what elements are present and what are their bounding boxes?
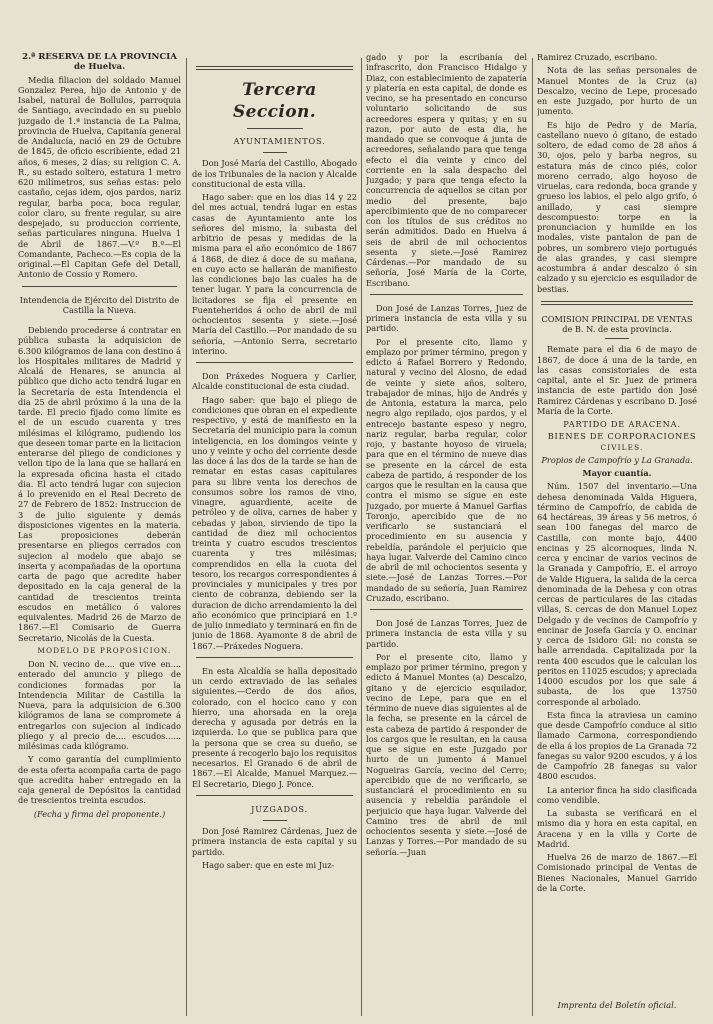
lanzas-2-notice-cont: Ramirez Cruzado, escribano. (537, 52, 658, 62)
propios-heading: Propios de Campofrío y La Granada. (541, 454, 693, 465)
intendencia-heading: Intendencia de Ejército del Distrito de Castilla la Nueva. (19, 294, 180, 315)
montes-intro: Nota de las señas personales de Manuel Montes de la Cruz (a) Descalzo, vecino de Lepe, procesado en este Juzgado, por hurto de un jumento. (537, 65, 697, 117)
cardenas-notice-start: Hago saber: que en este mi Juz- (202, 859, 335, 870)
column-3 (366, 52, 527, 1018)
reserva-heading: 2.ª RESERVA DE LA PROVINCIA de Huelva. (22, 52, 177, 73)
divider (196, 657, 353, 658)
montes-description: Es hijo de Pedro y de María, castellano nuevo ó gitano, de estado soltero, de edad como de 28 años á 30, ojos, pelo y barba negros, su estatura más de cinco piés, color moreno cerrado, algo hoyoso de viruelas, cara redonda, boca grande y grueso los labios, el pelo algo grifo, ó anillado, y casi siempre descompuesto: torpe en la pronunciacion y humilde en los modales, viste pantalon de pan de pobres, un sombrero viejo portugués de alas grandes, y casi siempre acostumbra á andar descalzo ó sin calzado y su ejercicio es esquilador de bestias. (537, 119, 697, 294)
noguera-notice: Hago saber: que bajo el pliego de condiciones que obran en el expediente respectivo, y está de manifiesto en la Secretaría del municipio para la comun inteligencia, en los domingos veinte y uno y veinte y ocho del corriente desde las doce á las dos de la tarde se han de rematar en estas casas capitulares para su libre venta los derechos de consumos sobre los ramos de vino, vinagre, aguardiente, aceite de petróleo y de oliva, carnes de haber y cebadas y jabon, sirviendo de tipo la cantidad de diez mil ochocientos treinta y cuatro escudos trescientos cuarenta y tres milésimas; comprendidos en ella la cuota del tesoro, los recargos correspondientes á provinciales y municipales y tres por ciento de cobranza, debiendo ser la duracion de dicho arrendamiento la del año económico que principiará en 1.º de julio inmediato y terminará en fin de junio de 1868. Ayamonte 8 de abril de 1867.—Práxedes Noguera. (192, 394, 357, 651)
lanzas-2-notice: Por el presente cito, llamo y emplazo por primer término, pregon y edicto á Manuel Montes (a) Descalzo, gitano y de ejercicio esquilador, vecino de Lepe, para que en el término de nueve dias siguientes al de la fecha, se presente en la cárcel de esta cabeza de partido á responder de los cargos que le resultan, en la causa que se sigue en este Juzgado por hurto de un jumento á Manuel Nogueiras García, vecino del Cerro; apercibido que de no verificarlo, se sustanciará el procedimiento en su ausencia y rebeldía parándole el perjuicio que haya lugar. Valverde del Camino tres de abril de mil ochocientos sesenta y siete.—José de Lanzas y Torres.—Por mandado de su señoría.—Juan (366, 651, 527, 857)
modelo-text: Don N. vecino de.... que vive en.... enterado del anuncio y pliego de condiciones formadas por la Intendencia Militar de Castilla la Nueva, para la adquisicion de 6.300 kilógramos de lana se compromete á entregarlos con sujecion al indicado pliego y al precio de.... escudos...... milésimas cada kilógramo. (18, 659, 181, 751)
lanzas-1-intro: Don José de Lanzas Torres, Juez de primera instancia de esta villa y su partido. (366, 302, 527, 334)
divider (263, 820, 287, 821)
column-1 (18, 52, 181, 1018)
finca-subasta: La subasta se verificará en el mismo dia y hora en esta capital, en Aracena y en la villa y Corte de Madrid. (537, 808, 697, 849)
divider (88, 319, 112, 320)
castillo-notice: Hago saber: que en los dias 14 y 22 del mes actual, tendrá lugar en estas casas de Ayuntamiento ante los señores del mismo, la subasta del arbitrio de pesas y medidas de la misma para el año económico de 1867 á 1868, de diez á doce de su mañana, en cuyo acto se hallarán de manifiesto las condiciones bajo las cuales ha de tener lugar. Y para la concurrencia de licitadores se fija el presente en Fuenteheridos á ocho de abril de mil ochocientos sesenta y siete.—José María del Castillo.—Por mandado de su señoría, —Antonio Serra, secretario interino. (192, 192, 357, 356)
ayuntamientos-heading: AYUNTAMIENTOS. (233, 136, 326, 146)
partido-heading: PARTIDO DE ARACENA. (563, 419, 681, 429)
column-rule (532, 58, 533, 1016)
column-2 (192, 52, 357, 1018)
comision-fecha: Huelva 26 de marzo de 1867.—El Comisionado principal de Ventas de Bienes Nacionales, Manuel Garrido de la Corte. (537, 852, 697, 893)
garantia-text: Y como garantía del cumplimiento de esta oferta acompaña carta de pago que acredita haber entregado en la caja general de Depósitos la cantidad de trescientos treinta escudos. (18, 754, 181, 806)
finca-camino: Esta finca la atraviesa un camino que desde Campofrío conduce al sitio llamado Carmona, correspondiendo de ella á los propios de La Granada 72 fanegas su valor 9200 escudos, y á los de Campofrío 28 fanegas su valor 4800 escudos. (537, 709, 697, 782)
juzgados-heading: JUZGADOS. (251, 803, 308, 814)
firma-note: (Fecha y firma del proponente.) (33, 808, 166, 819)
finca-description: Núm. 1507 del inventario.—Una dehesa denominada Valda Higuera, término de Campofrío, de cabida de 64 hectáreas, 39 áreas y 56 metros, ó sean 100 fanegas del marco de Castilla, con monte bajo, 4400 encinas y 25 alcornoques, linda N. cerca y encinar de varios vecinos de la Granada y Campofrío, E. el arroyo de Valde Higuera, la salida de la cerca denominada de la Dehesa y con otras cercas de particulares de las citadas villas, S. cercas de don Manuel Lopez Delgado y de vecinos de Campofrío y encinar de Josefa García y O. encinar y cerca de Isidoro Gil: no consta se halle arrendada. Capitalizada por la renta 400 escudos que le calculan los peritos en 11025 escudos; y apreciada 14000 escudos por los que sale á subasta, de los que 13750 corresponde al arbolado. (537, 481, 697, 707)
divider (605, 338, 629, 339)
comision-text: Remate para el dia 6 de mayo de 1867, de doce á una de la tarde, en las casas consistoriales de esta capital, ante el Sr. Juez de primera instancia de este partido don José Ramirez Cárdenas y escribano D. José María de la Corte. (537, 344, 697, 416)
intendencia-notice: Debiendo procederse á contratar en pública subasta la adquisicion de 6.300 kilógramos de lana con destino á los Hospitales militares de Madrid y Alcalá de Henares, se anuncia al público que dicho acto tendrá lugar en la Secretaría de esta Intendencia el dia 25 de abril próximo á la una de la tarde. El precio fijado como límite es el de un escudo cuarenta y tres milésimas el kilógramo, pudiendo los que deseen tomar parte en la licitacion enterarse del pliego de condiciones y vellon tipo de la lana que se hallará en la expresada oficina hasta el citado dia. El acto tendrá lugar con sujecion á lo prevenido en el Real Decreto de 27 de Febrero de 1852: Instruccion de 3 de julio siguiente y demás disposiciones vigentes en la materia. Las proposiciones deberán presentarse en pliegos cerrados con sujecion al modelo que abajo se inserta y acompañadas de la oportuna carta de pago que acredite haber depositado en la caja general de la cantidad de trescientos treinta escudos en metálico ó valores equivalentes. Madrid 26 de Marzo de 1867.—El Comisario de Guerra Secretario, Nicolás de la Cuesta. (18, 325, 181, 643)
divider (263, 152, 287, 153)
lanzas-1-notice: Por el presente cito, llamo y emplazo por primer término, pregon y edicto á Rafael Borrero y Redondo, natural y vecino del Alosno, de edad de veinte y siete años, soltero, trabajador de minas, hijo de Andrés y de Antonia, estatura la marca, pelo negro algo repilado, ojos pardos, y el entrecejo bastante espeso y negro, nariz regular, barba regular, color rojo, y bastante hoyoso de viruela; para que en el término de nueve dias se presente en la cárcel de esta cabeza de partido, á responder de los cargos que le resultan en la causa que contra el mismo se sigue en este Juzgado, por muerte á Manuel Garfias Toronjo, apercibido que de no verificarlo se sustanciará el procedimiento en su ausencia y rebeldía, parándole el perjuicio que haya lugar. Valverde del Camino cinco de abril de mil ochocientos sesenta y siete.—José de Lanzas Torres.—Por mandado de su señoría, Juan Ramirez Cruzado, escribano. (366, 336, 527, 603)
divider (370, 609, 523, 610)
divider (247, 128, 303, 129)
noguera-intro: Don Práxedes Noguera y Carlier, Alcalde constitucional de esta ciudad. (192, 371, 357, 392)
divider (22, 286, 177, 287)
double-rule (196, 66, 353, 70)
mayor-cuantia: Mayor cuantía. (582, 468, 652, 478)
lanzas-2-intro: Don José de Lanzas Torres, Juez de primera instancia de esta villa y su partido. (366, 618, 527, 649)
column-rule (186, 58, 187, 1016)
bienes-heading: BIENES DE CORPORACIONES (547, 431, 697, 442)
divider (196, 795, 353, 796)
modelo-heading: MODELO DE PROPOSICION. (37, 645, 172, 655)
section-title: Tercera Seccion. (232, 80, 317, 122)
column-4 (537, 52, 697, 1018)
comision-heading: COMISION PRINCIPAL DE VENTAS de B. N. de esta provincia. (541, 313, 693, 334)
divider (370, 294, 523, 295)
cardenas-intro: Don José Ramirez Cárdenas, Juez de primera instancia de esta capital y su partido. (192, 826, 357, 857)
imprenta-footer: Imprenta del Boletín oficial. (557, 1000, 677, 1010)
reserva-notice: Media filiacion del soldado Manuel Gonzalez Perea, hijo de Antonio y de Isabel, natural de Bollulos, parroquia de Santiago, avecindado en su pueblo juzgado de 1.ª instancia de La Palma, provincia de Huelva, Capitanía general de Andalucía, nació en 29 de Octubre de 1845, de oficio escribiente, edad 21 años, 6 meses, 2 días; su religion C. A. R., su estado soltero, estatura 1 metro 620 milímetros, sus señas estas: pelo castaño, cejas idem, ojos pardos, nariz regular, barba poca, boca regular, color claro, su frente regular, su aire despejado, su produccion corriente, señas particulares ninguna. Huelva 1 de Abril de 1867.—V.º B.º—El Comandante, Pacheco.—Es copia de la original.—El Capitan Gefe del Detall, Antonio de Cossio y Romero. (18, 74, 181, 280)
column-rule (361, 58, 362, 1016)
cardenas-notice-cont: gado y por la escribanía del infrascrito, don Francisco Hidalgo y Diaz, con establecimiento de zapatería y platería en esta capital, de donde es vecino, se ha presentado en concurso voluntario solicitando de sus acreedores espera y quitas; y en su razon, por auto de esta dia, he mandado que se convoque á junta de acreedores, señalando para que tenga efecto el dia veinte y cinco del corriente en la sala despacho del Juzgado; y para que tenga efecto la concurrencia de aquellos se citan por medio del presente, bajo apercibimiento que de no comparecer con los títulos de sus créditos no serán admitidos. Dado en Huelva á seis de abril de mil ochocientos sesenta y siete.—José Ramirez Cárdenas.—Por mandado de su señoría, José María de la Corte, Escribano. (366, 52, 527, 288)
double-rule (541, 301, 693, 305)
granado-notice: En esta Alcaldía se halla depositado un cerdo extraviado de las señales siguientes.—Cerdo de dos años, colorado, con el hocico cano y con hierro, una ahorsada en la oreja derecha y agusada por detrás en la izquierda. Lo que se publica para que la persona que se crea su dueño, se presente á recogerlo bajo los requisitos necesarios. El Granado 6 de abril de 1867.—El Alcalde, Manuel Marquez.—El Secretario, Diego J. Ponce. (192, 665, 357, 789)
castillo-intro: Don José María del Castillo, Abogado de los Tribunales de la nacion y Alcalde constitucional de esta villa. (192, 158, 357, 189)
finca-clasificacion: La anterior finca ha sido clasificada como vendible. (537, 784, 697, 805)
civiles-label: CIVILES. (600, 442, 644, 452)
divider (196, 362, 353, 363)
